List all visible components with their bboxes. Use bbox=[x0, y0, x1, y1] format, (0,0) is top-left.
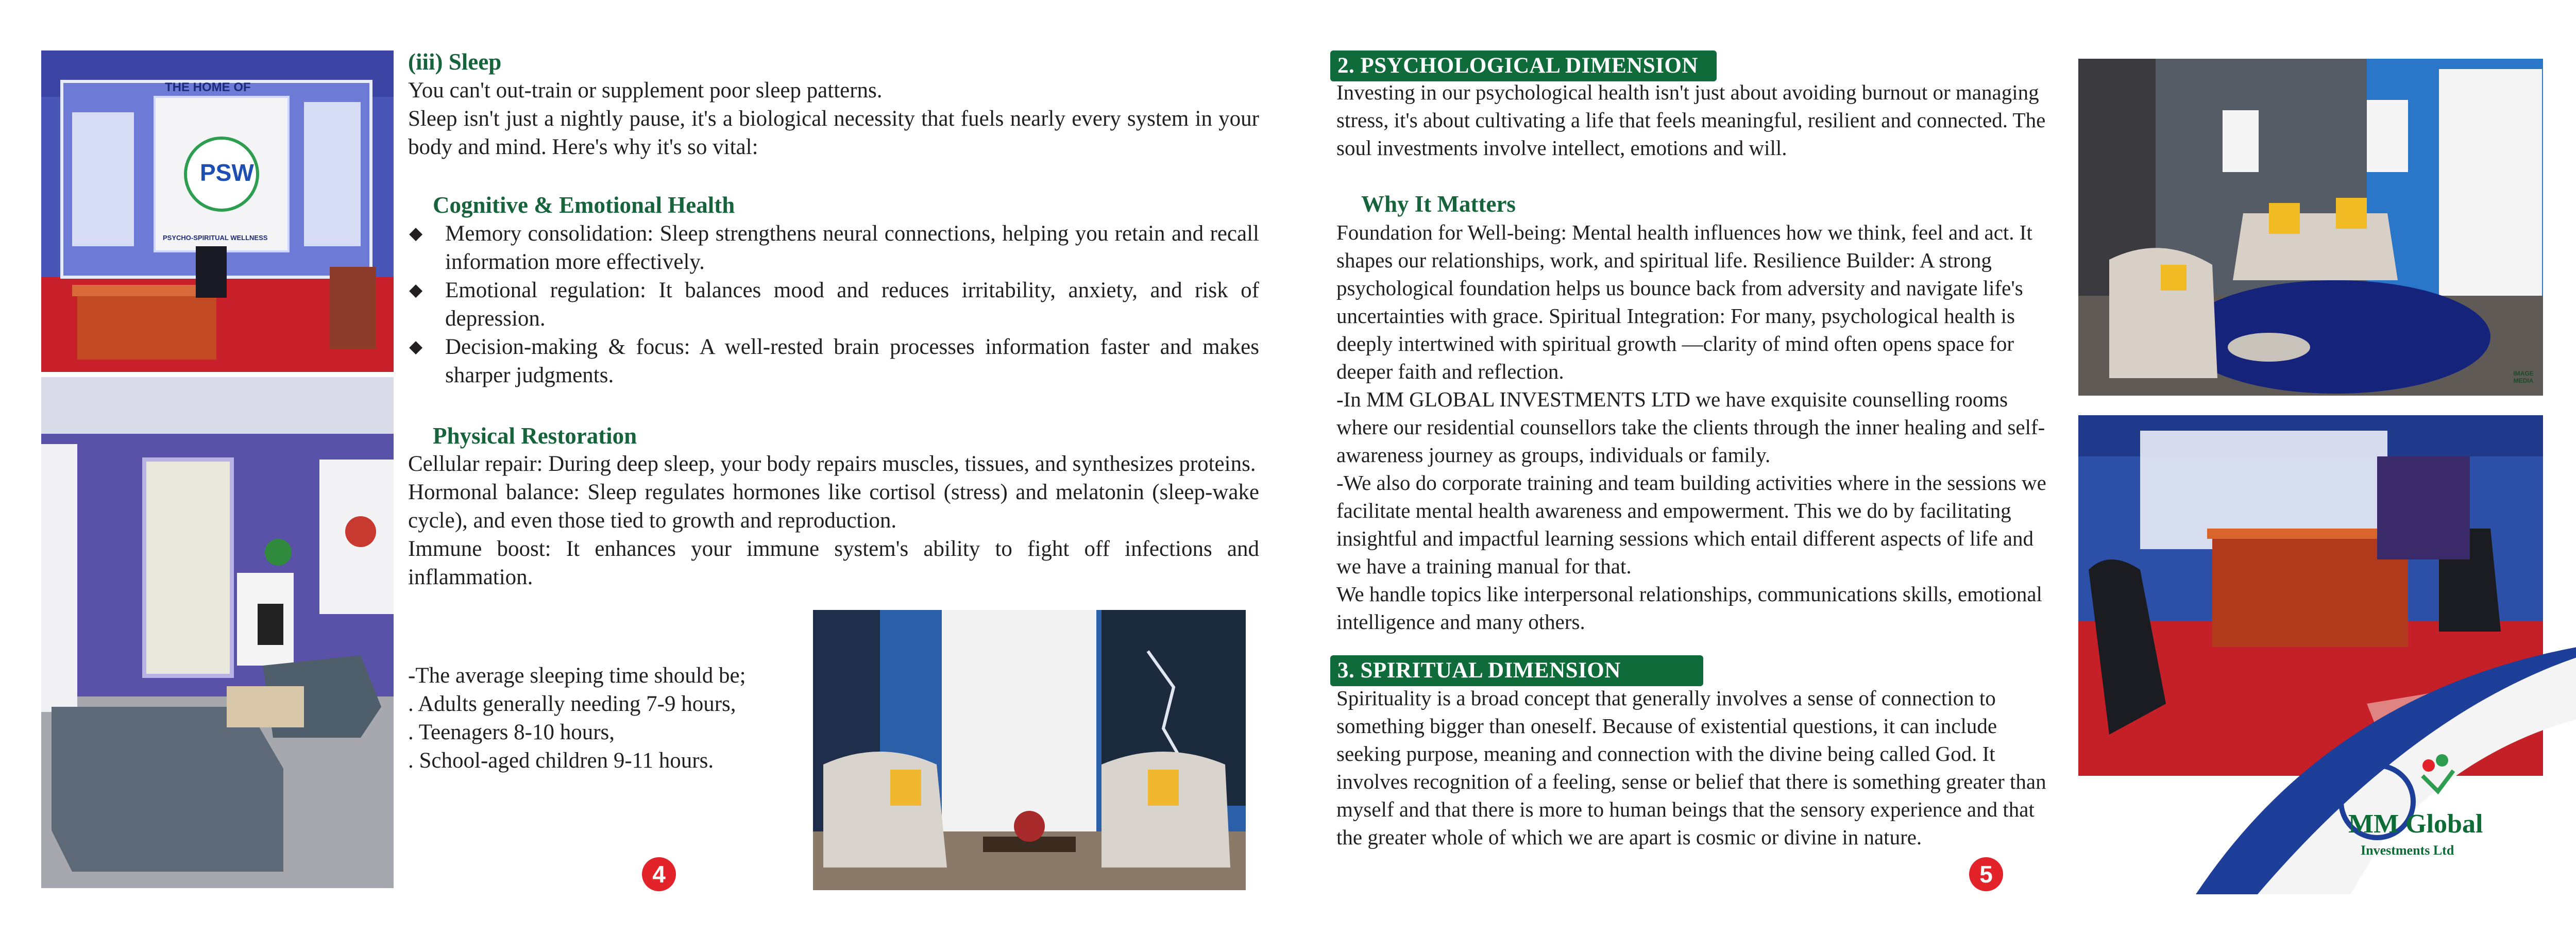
sleep-intro-line-1: You can't out-train or supplement poor sleep patterns. bbox=[408, 78, 883, 103]
sign-home-of-text: THE HOME OF bbox=[165, 80, 251, 94]
cognitive-heading: Cognitive & Emotional Health bbox=[433, 192, 735, 218]
psychological-intro: Investing in our psychological health isn't just about avoiding burnout or managing stress, it's about cultivating a life that feels meaningful, resilient and connected. The soul investments involve intellect, emotions and will. bbox=[1336, 80, 2046, 160]
photo-white-armchairs bbox=[813, 610, 1246, 890]
photo-counselling-room-blue bbox=[41, 50, 394, 372]
physical-item-hormonal: Hormonal balance: Sleep regulates hormones like cortisol (stress) and melatonin (sleep-wake cycle), and even those tied to growth and reproduction. bbox=[408, 480, 1259, 533]
page-number-5: 5 bbox=[1969, 857, 2003, 891]
sleeping-time-block bbox=[408, 661, 820, 775]
why-it-matters-body: Foundation for Well-being: Mental health influences how we think, feel and act. It shapes our relationships, work, and spiritual life. Resilience Builder: A strong psychological foundation helps us bounce back from adversity and navigate life's uncertainties with grace. Spiritual Integration: For many, psychological health is deeply intertwined with spiritual growth —clarity of mind often opens space for deeper faith and reflection. bbox=[1336, 220, 2032, 383]
sign-psw-logo-text: PSW bbox=[200, 159, 254, 186]
photo-lounge-spotlights bbox=[2078, 59, 2543, 396]
physical-item-immune: Immune boost: It enhances your immune system's ability to fight off infections and inflammation. bbox=[408, 537, 1259, 589]
why-it-matters-heading: Why It Matters bbox=[1361, 191, 1516, 217]
cognitive-list bbox=[408, 219, 1259, 389]
cognitive-item-memory: ◆ Memory consolidation: Sleep strengthens neural connections, helping you retain and recall information more effectively. bbox=[408, 219, 1259, 276]
mm-counselling-paragraph: -In MM GLOBAL INVESTMENTS LTD we have exquisite counselling rooms where our residential counsellors take the clients through the inner healing and self-awareness journey as groups, individuals or family. bbox=[1336, 387, 2045, 467]
sleeping-time-teenagers: . Teenagers 8-10 hours, bbox=[408, 720, 615, 744]
cognitive-item-decision: ◆ Decision-making & focus: A well-rested brain processes information faster and makes sharper judgments. bbox=[408, 333, 1259, 389]
sleeping-time-intro: -The average sleeping time should be; bbox=[408, 664, 746, 688]
spiritual-body: Spirituality is a broad concept that generally involves a sense of connection to something bigger than oneself. Because of existential questions, it can include seeking purpose, meaning and connection with the divine being called God. It involves recognition of a feeling, sense or belief that there is something greater than myself and that there is more to human beings that the sensory experience and that the greater whole of which we are apart is cosmic or divine in nature. bbox=[1336, 686, 2046, 849]
physical-item-cellular: Cellular repair: During deep sleep, your body repairs muscles, tissues, and synthesizes proteins. bbox=[408, 452, 1256, 476]
sign-wellness-text: PSYCHO-SPIRITUAL WELLNESS bbox=[163, 234, 268, 242]
sleeping-time-children: . School-aged children 9-11 hours. bbox=[408, 749, 714, 773]
page-number-4: 4 bbox=[642, 857, 676, 891]
physical-list bbox=[408, 450, 1259, 591]
sleep-title: (iii) Sleep bbox=[408, 49, 502, 75]
mm-global-logo bbox=[2196, 647, 2576, 935]
logo-sub-text: Investments Ltd bbox=[2361, 843, 2454, 858]
photo-watermark-text: IMAGE MEDIA bbox=[2513, 370, 2534, 384]
psychological-dimension-title: 2. PSYCHOLOGICAL DIMENSION bbox=[1330, 50, 1717, 81]
sleeping-time-adults: . Adults generally needing 7-9 hours, bbox=[408, 692, 736, 716]
mm-topics-paragraph: We handle topics like interpersonal relationships, communications skills, emotional intelligence and many others. bbox=[1336, 582, 2042, 634]
physical-heading: Physical Restoration bbox=[433, 423, 637, 449]
cognitive-item-emotional: ◆ Emotional regulation: It balances mood and reduces irritability, anxiety, and risk of depression. bbox=[408, 276, 1259, 333]
sleep-intro-line-2: Sleep isn't just a nightly pause, it's a biological necessity that fuels nearly every system in your body and mind. Here's why it's so vital: bbox=[408, 107, 1259, 159]
photo-lounge-room-purple bbox=[41, 377, 394, 888]
mm-corporate-training-paragraph: -We also do corporate training and team building activities where in the sessions we facilitate mental health awareness and empowerment. This we do by facilitating insightful and impactful learning sessions which entail different aspects of life and we have a training manual for that. bbox=[1336, 471, 2046, 578]
logo-name-text: MM Global bbox=[2348, 809, 2483, 839]
spiritual-dimension-title: 3. SPIRITUAL DIMENSION bbox=[1330, 655, 1703, 686]
brochure-page-right bbox=[1289, 0, 2576, 935]
